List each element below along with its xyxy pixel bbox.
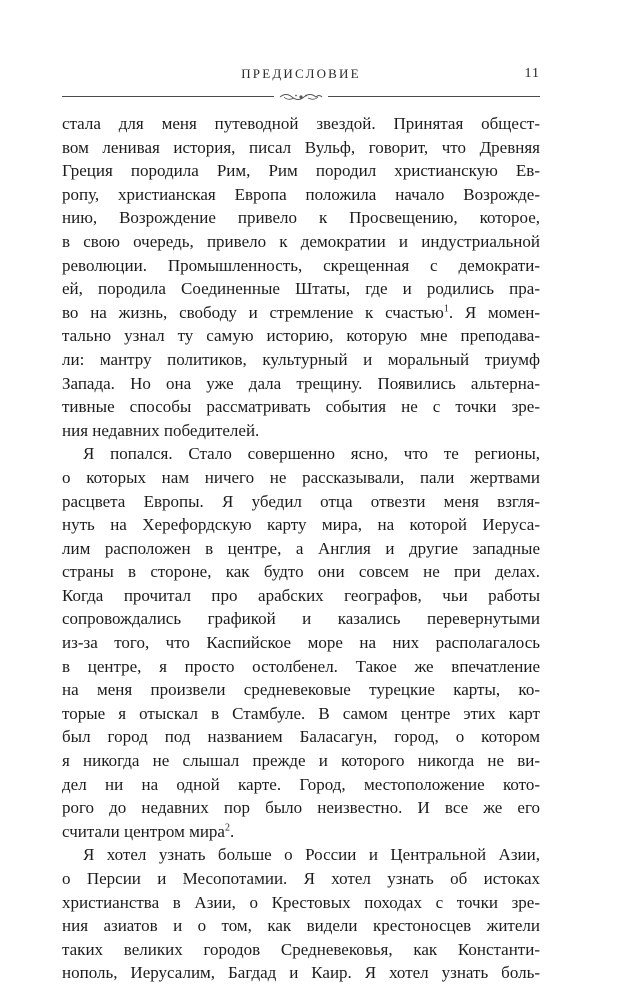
text-line: Запада. Но она уже дала трещину. Появились альтерна- — [62, 373, 540, 393]
header-rule-right — [328, 96, 540, 97]
text-segment: считали центром мира — [62, 821, 225, 841]
text-line: страны в стороне, как будто они совсем не при делах. — [62, 562, 540, 582]
paragraph-2 — [62, 442, 540, 843]
running-head — [62, 66, 540, 86]
text-line-with-footnote — [62, 820, 540, 844]
footnote-ref-2[interactable]: 2 — [224, 822, 230, 834]
text-line-with-footnote — [62, 301, 540, 325]
text-line: Я хотел узнать больше о России и Центральной Азии, — [83, 845, 540, 865]
footnote-ref-1[interactable]: 1 — [443, 303, 449, 315]
text-line: я никогда не слышал прежде и которого никогда не ви- — [62, 751, 540, 771]
paragraph-3 — [62, 843, 540, 985]
text-line: христианства в Азии, о Крестовых походах с точки зре- — [62, 892, 540, 912]
text-segment: . — [229, 821, 235, 841]
text-line: стала для меня путеводной звездой. Принятая общест- — [62, 114, 540, 133]
text-segment: . Я момен- — [448, 302, 540, 322]
text-line: нию, Возрождение привело к Просвещению, которое, — [62, 208, 540, 228]
text-line: о которых нам ничего не рассказывали, пали жертвами — [62, 467, 540, 487]
text-line: Я попался. Стало совершенно ясно, что те регионы, — [83, 444, 540, 464]
text-line: в центре, я просто остолбенел. Такое же впечатление — [62, 656, 540, 676]
text-line: нополь, Иерусалим, Багдад и Каир. Я хотел узнать боль- — [62, 963, 540, 983]
text-line: торые я отыскал в Стамбуле. В самом центре этих карт — [62, 703, 540, 723]
header-rule — [62, 91, 540, 103]
text-line: тально узнал ту самую историю, которую мне преподава- — [62, 326, 540, 346]
text-line: сопровождались графикой и казались перевернутыми — [62, 609, 540, 629]
text-line: ния азиатов и о том, как видели крестоносцев жители — [62, 916, 540, 936]
text-line: был город под названием Баласагун, город, о котором — [62, 727, 540, 747]
text-line: на меня произвели средневековые турецкие карты, ко- — [62, 680, 540, 700]
text-line: тивные способы рассматривать события не с точки зре- — [62, 397, 540, 417]
text-line: нуть на Херефордскую карту мира, на которой Иеруса- — [62, 515, 540, 535]
page-number: 11 — [524, 66, 540, 81]
text-line: революции. Промышленность, скрещенная с демократи- — [62, 255, 540, 275]
text-segment: во на жизнь, свободу и стремление к счастью — [62, 302, 444, 322]
text-line: ли: мантру политиков, культурный и моральный триумф — [62, 349, 540, 369]
text-line: таких великих городов Средневековья, как Константи- — [62, 939, 540, 959]
header-rule-left — [62, 96, 274, 97]
chapter-title: ПРЕДИСЛОВИЕ — [241, 66, 361, 81]
text-line: вом ленивая история, писал Вульф, говорит, что Древняя — [62, 137, 540, 157]
text-line: рого до недавних пор было неизвестно. И все же его — [62, 798, 540, 818]
text-line: расцвета Европы. Я убедил отца отвезти меня взгля- — [62, 491, 540, 511]
text-line: ропу, христианская Европа положила начало Возрожде- — [62, 184, 540, 204]
flourish-ornament-icon — [278, 91, 324, 103]
body-text — [62, 112, 540, 985]
paragraph-1 — [62, 112, 540, 442]
text-line: из-за того, что Каспийское море на них располагалось — [62, 633, 540, 653]
text-line: ей, породила Соединенные Штаты, где и родились пра- — [62, 279, 540, 299]
text-line: о Персии и Месопотамии. Я хотел узнать об истоках — [62, 869, 540, 888]
text-line: дел ни на одной карте. Город, местоположение кото- — [62, 774, 540, 794]
text-line: Греция породила Рим, Рим породил христианскую Ев- — [62, 161, 540, 181]
text-line: в свою очередь, привело к демократии и индустриальной — [62, 231, 540, 251]
text-line: Когда прочитал про арабских географов, чьи работы — [62, 585, 540, 605]
text-line: лим расположен в центре, а Англия и другие западные — [62, 538, 540, 558]
text-line: ния недавних победителей. — [62, 420, 260, 440]
